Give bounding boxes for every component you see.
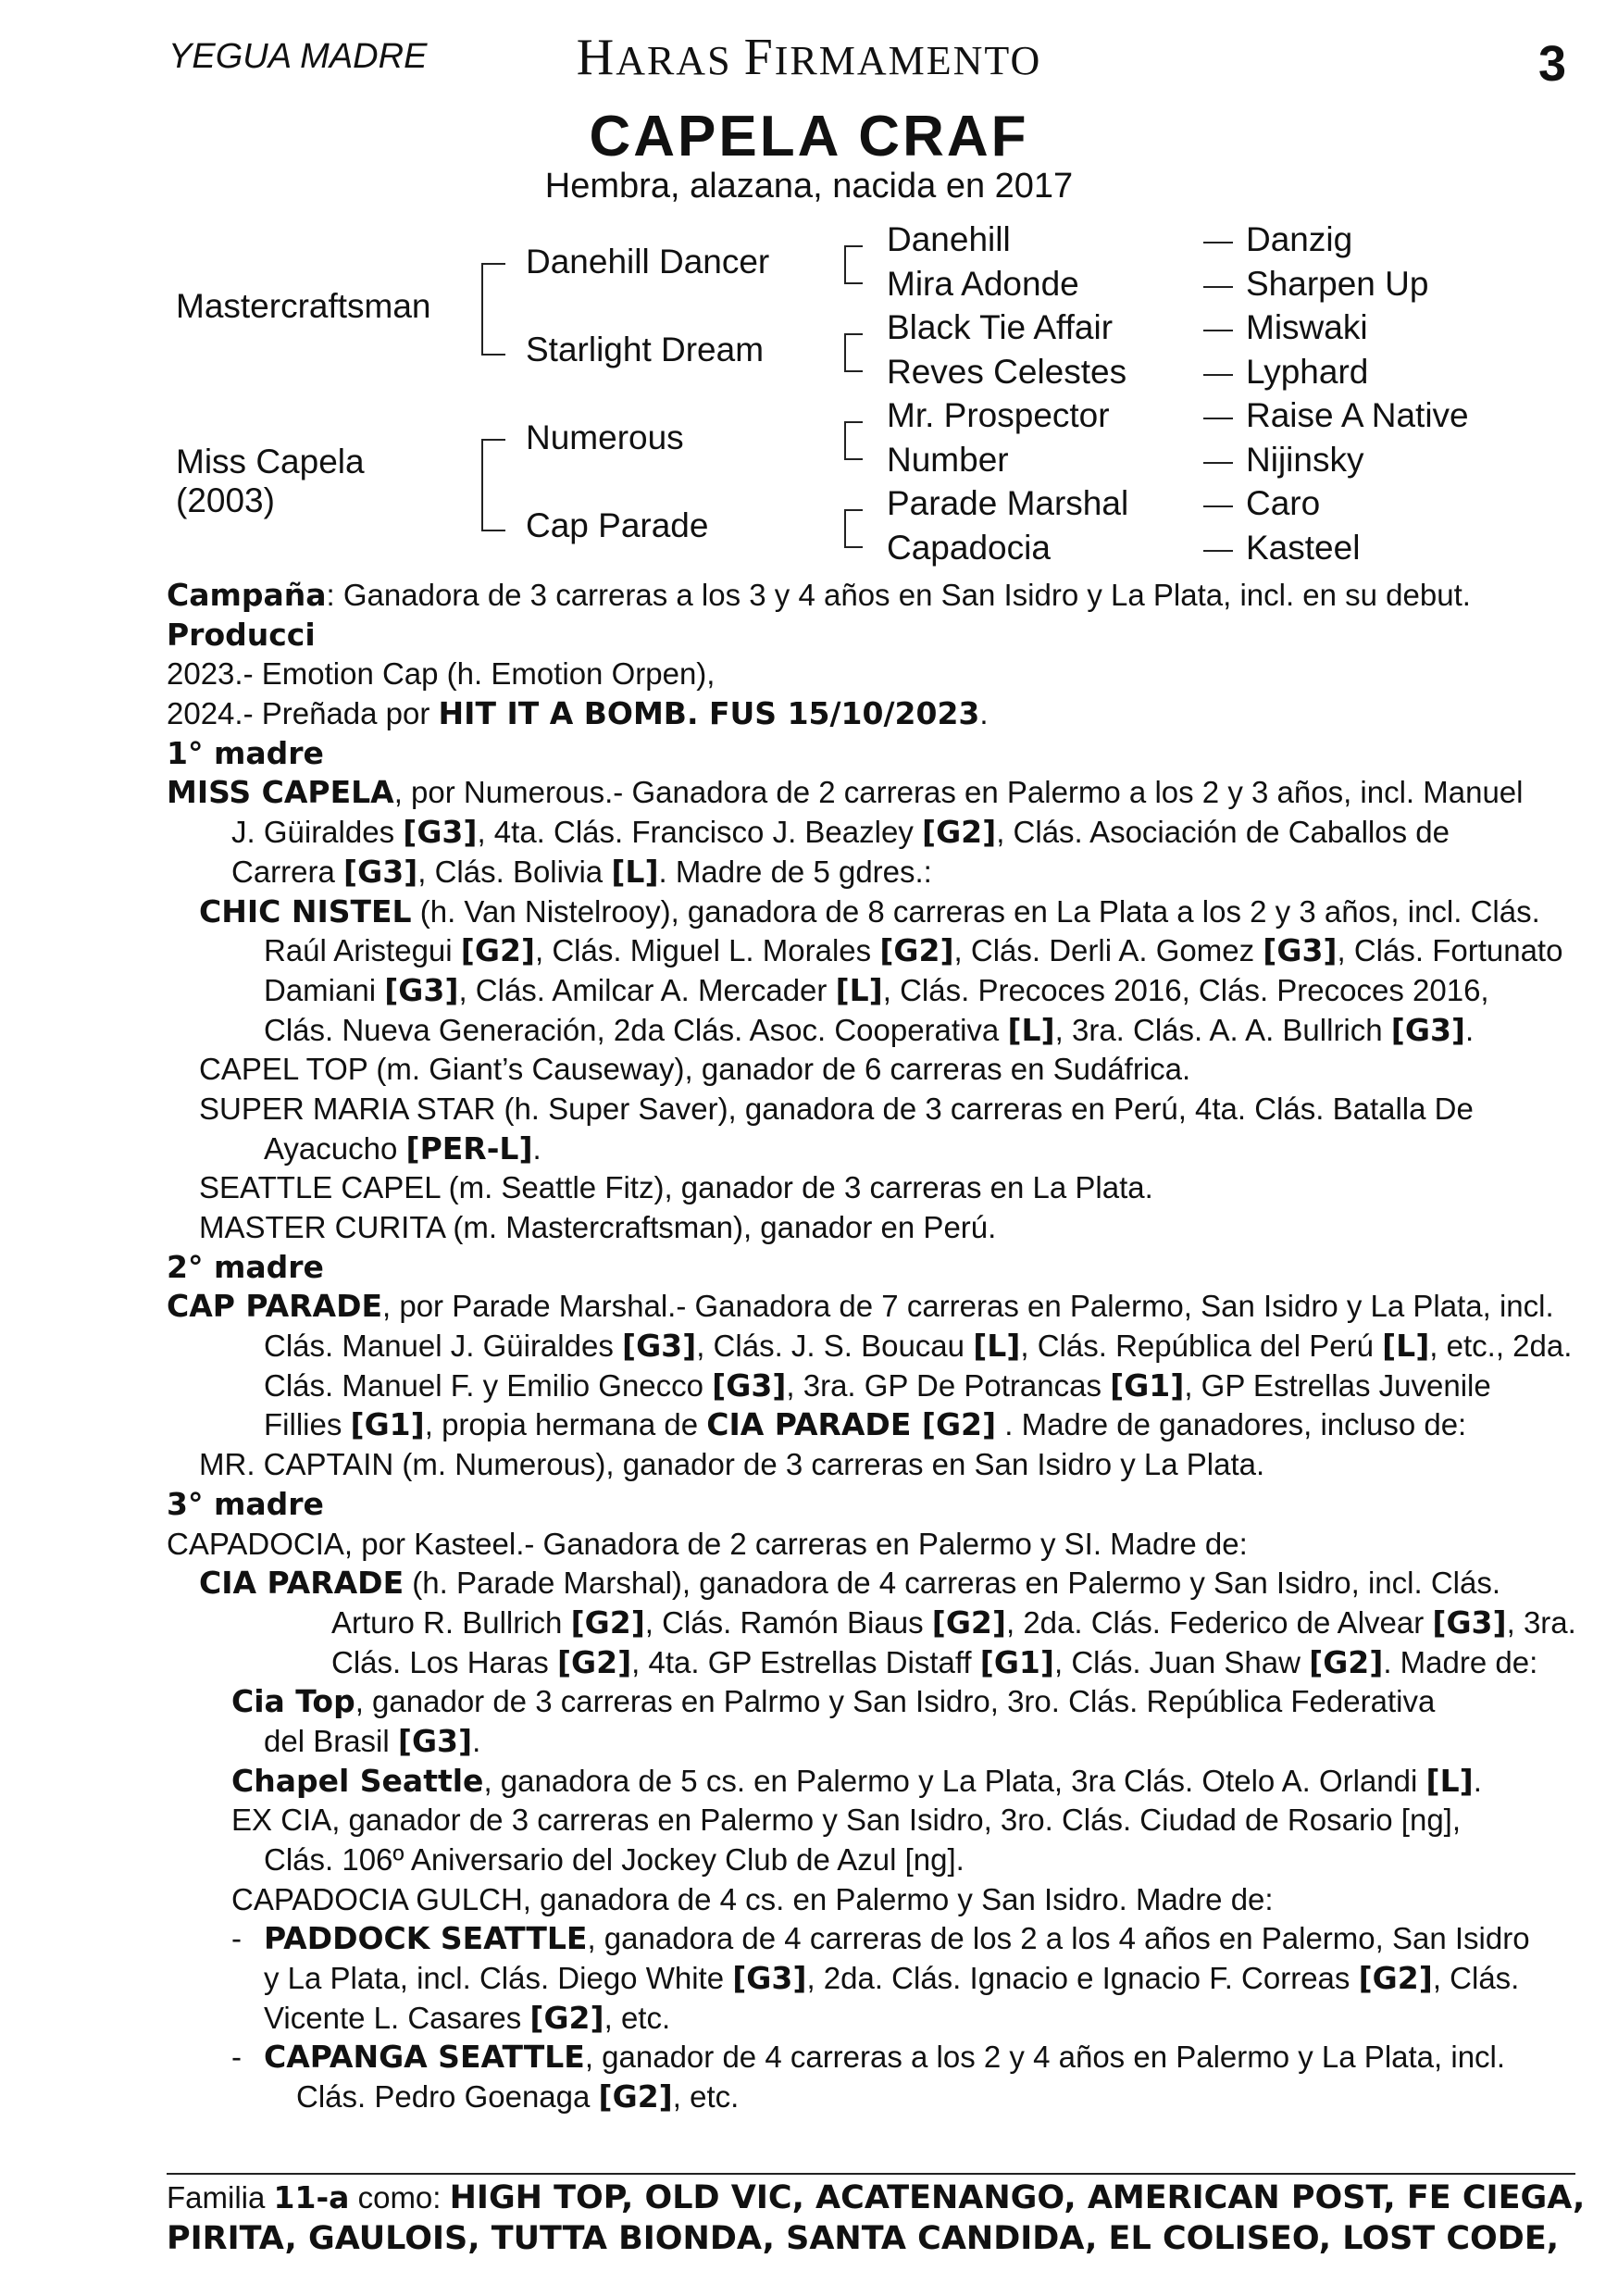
pedigree-gen3: Black Tie Affair — [887, 308, 1114, 346]
divider — [167, 2173, 1575, 2175]
pedigree-gen4: Lyphard — [1246, 353, 1369, 391]
offspring-line: SEATTLE CAPEL (m. Seattle Fitz), ganador de 3 carreras en La Plata. — [199, 1170, 1153, 1205]
dam-line: Clás. Manuel J. Güiraldes [G3], Clás. J. S. Boucau [L], Clás. República del Perú [L], etc., 2da. — [264, 1328, 1573, 1365]
campaign-and-production — [167, 576, 1583, 2117]
grand-offspring-line: Cia Top, ganador de 3 carreras en Palrmo y San Isidro, 3ro. Clás. República Federativa — [231, 1683, 1436, 1720]
grand-offspring-line: Chapel Seattle, ganadora de 5 cs. en Palermo y La Plata, 3ra Clás. Otelo A. Orlandi [L]. — [231, 1762, 1482, 1799]
grand-offspring-line: del Brasil [G3]. — [264, 1722, 481, 1759]
family-members: PIRITA, GAULOIS, TUTTA BIONDA, SANTA CANDIDA, EL COLISEO, LOST CODE, — [167, 2220, 1560, 2257]
horse-description: Hembra, alazana, nacida en 2017 — [544, 167, 1074, 206]
dam-line: MISS CAPELA, por Numerous.- Ganadora de 2 carreras en Palermo a los 2 y 3 años, incl. Manuel — [167, 774, 1524, 811]
great-grand-offspring-line: Vicente L. Casares [G2], etc. — [264, 1999, 671, 2036]
pedigree-gen4: Sharpen Up — [1246, 265, 1429, 303]
pedigree-bracket — [844, 333, 863, 372]
page-number: 3 — [1537, 36, 1566, 92]
pedigree-gen3: Mira Adonde — [887, 265, 1079, 303]
family-members: HIGH TOP, OLD VIC, ACATENANGO, AMERICAN POST, FE CIEGA, — [449, 2179, 1586, 2216]
pedigree-gen4: Danzig — [1246, 220, 1353, 258]
pedigree-gen2: Numerous — [526, 418, 684, 456]
great-grand-offspring-line: y La Plata, incl. Clás. Diego White [G3], 2da. Clás. Ignacio e Ignacio F. Correas [G2], Clás. — [264, 1960, 1520, 1997]
production-line: 2023.- Emotion Cap (h. Emotion Orpen), — [167, 656, 716, 692]
pedigree-gen2: Danehill Dancer — [526, 243, 770, 281]
title-cap: H — [576, 29, 616, 86]
pedigree-dash — [1203, 418, 1233, 419]
pedigree-dash — [1203, 462, 1233, 464]
dam-line: CAP PARADE, por Parade Marshal.- Ganadora de 7 carreras en Palermo, San Isidro y La Plata, incl. — [167, 1288, 1554, 1325]
section-heading: 2° madre — [167, 1248, 324, 1285]
pedigree-gen4: Miswaki — [1246, 308, 1368, 346]
grand-offspring-line: Clás. 106º Aniversario del Jockey Club de Azul [ng]. — [264, 1842, 965, 1877]
offspring-line: Ayacucho [PER-L]. — [264, 1129, 541, 1167]
title-rest: IRMAMENTO — [774, 38, 1042, 83]
offspring-line: MASTER CURITA (m. Mastercraftsman), ganador en Perú. — [199, 1210, 997, 1244]
pedigree-gen3: Capadocia — [887, 529, 1051, 567]
pedigree-bracket — [481, 439, 505, 531]
horse-name: CAPELA CRAF — [589, 105, 1029, 168]
dam-line: CAPADOCIA, por Kasteel.- Ganadora de 2 carreras en Palermo y SI. Madre de: — [167, 1526, 1248, 1561]
pedigree-dam-year: (2003) — [176, 481, 275, 519]
pedigree-gen4: Nijinsky — [1246, 441, 1364, 479]
pedigree-sire: Mastercraftsman — [176, 287, 431, 325]
family-prefix: Familia — [167, 2180, 274, 2215]
dam-line: J. Güiraldes [G3], 4ta. Clás. Francisco J. Beazley [G2], Clás. Asociación de Caballos de — [231, 814, 1450, 851]
family-como: como: — [349, 2180, 450, 2215]
pedigree-dash — [1203, 505, 1233, 507]
pedigree-gen2: Cap Parade — [526, 506, 709, 544]
pedigree-gen3: Danehill — [887, 220, 1011, 258]
offspring-line: Clás. Los Haras [G2], 4ta. GP Estrellas Distaff [G1], Clás. Juan Shaw [G2]. Madre de: — [331, 1643, 1538, 1680]
great-grand-offspring-line: - CAPANGA SEATTLE, ganador de 4 carreras a los 2 y 4 años en Palermo y La Plata, incl. — [231, 2039, 1506, 2076]
pedigree-dash — [1203, 242, 1233, 243]
family-footer — [167, 2177, 1592, 2259]
pedigree-bracket — [844, 421, 863, 460]
offspring-line: MR. CAPTAIN (m. Numerous), ganador de 3 carreras en San Isidro y La Plata. — [199, 1447, 1265, 1482]
pedigree-dam: Miss Capela — [176, 443, 365, 480]
pedigree-gen3: Number — [887, 441, 1009, 479]
family-number: 11-a — [273, 2179, 350, 2215]
offspring-line: CAPEL TOP (m. Giant’s Causeway), ganador de 6 carreras en Sudáfrica. — [199, 1052, 1191, 1087]
grand-offspring-line: CAPADOCIA GULCH, ganadora de 4 cs. en Palermo y San Isidro. Madre de: — [231, 1881, 1274, 1916]
dam-line: Clás. Manuel F. y Emilio Gnecco [G3], 3ra. GP De Potrancas [G1], GP Estrellas Juvenile — [264, 1366, 1491, 1404]
offspring-line: Arturo R. Bullrich [G2], Clás. Ramón Biaus [G2], 2da. Clás. Federico de Alvear [G3], 3ra. — [331, 1603, 1576, 1641]
section-heading: 1° madre — [167, 734, 324, 771]
offspring-line: Damiani [G3], Clás. Amilcar A. Mercader [L], Clás. Precoces 2016, Clás. Precoces 2016, — [264, 971, 1489, 1008]
title-rest: ARAS — [616, 38, 744, 83]
stud-title — [0, 28, 1618, 87]
pedigree-gen4: Kasteel — [1246, 529, 1361, 567]
pedigree-gen3: Mr. Prospector — [887, 396, 1110, 434]
great-grand-offspring-line: - PADDOCK SEATTLE, ganadora de 4 carreras de los 2 a los 4 años en Palermo, San Isidro — [231, 1920, 1530, 1957]
dam-line: Fillies [G1], propia hermana de CIA PARADE [G2] . Madre de ganadores, incluso de: — [264, 1406, 1467, 1443]
pedigree-gen3: Parade Marshal — [887, 484, 1129, 522]
offspring-line: CIA PARADE (h. Parade Marshal), ganadora de 4 carreras en Palermo y San Isidro, incl. Clás. — [199, 1565, 1500, 1602]
offspring-line: Raúl Aristegui [G2], Clás. Miguel L. Morales [G2], Clás. Derli A. Gomez [G3], Clás. Fortunato — [264, 932, 1563, 969]
pedigree-dash — [1203, 374, 1233, 376]
pedigree-gen4: Caro — [1246, 484, 1321, 522]
pedigree-bracket — [844, 509, 863, 548]
pedigree-dash — [1203, 330, 1233, 331]
pedigree-bracket — [844, 245, 863, 284]
pedigree-bracket — [481, 263, 505, 356]
title-cap: F — [743, 29, 775, 86]
offspring-line: SUPER MARIA STAR (h. Super Saver), ganadora de 3 carreras en Perú, 4ta. Clás. Batalla De — [199, 1091, 1474, 1126]
pedigree-gen4: Raise A Native — [1246, 396, 1469, 434]
grand-offspring-line: EX CIA, ganador de 3 carreras en Palermo y San Isidro, 3ro. Clás. Ciudad de Rosario [ng], — [231, 1803, 1462, 1838]
production-line: 2024.- Preñada por HIT IT A BOMB. FUS 15/10/2023. — [167, 695, 989, 732]
pedigree-gen3: Reves Celestes — [887, 353, 1127, 391]
category-label: YEGUA MADRE — [168, 37, 428, 76]
offspring-line: Clás. Nueva Generación, 2da Clás. Asoc. Cooperativa [L], 3ra. Clás. A. A. Bullrich [G3]. — [264, 1011, 1475, 1048]
section-heading: Producci — [167, 616, 316, 653]
pedigree-dash — [1203, 550, 1233, 552]
section-heading: 3° madre — [167, 1485, 324, 1522]
great-grand-offspring-line: Clás. Pedro Goenaga [G2], etc. — [296, 2078, 740, 2115]
offspring-line: CHIC NISTEL (h. Van Nistelrooy), ganadora de 8 carreras en La Plata a los 2 y 3 años, incl. Clás. — [199, 892, 1540, 930]
pedigree-gen2: Starlight Dream — [526, 331, 765, 368]
dam-line: Carrera [G3], Clás. Bolivia [L]. Madre de 5 gdres.: — [231, 853, 932, 890]
campaign-line: Campaña: Ganadora de 3 carreras a los 3 y 4 años en San Isidro y La Plata, incl. en su debut. — [167, 577, 1471, 613]
pedigree-dash — [1203, 286, 1233, 288]
